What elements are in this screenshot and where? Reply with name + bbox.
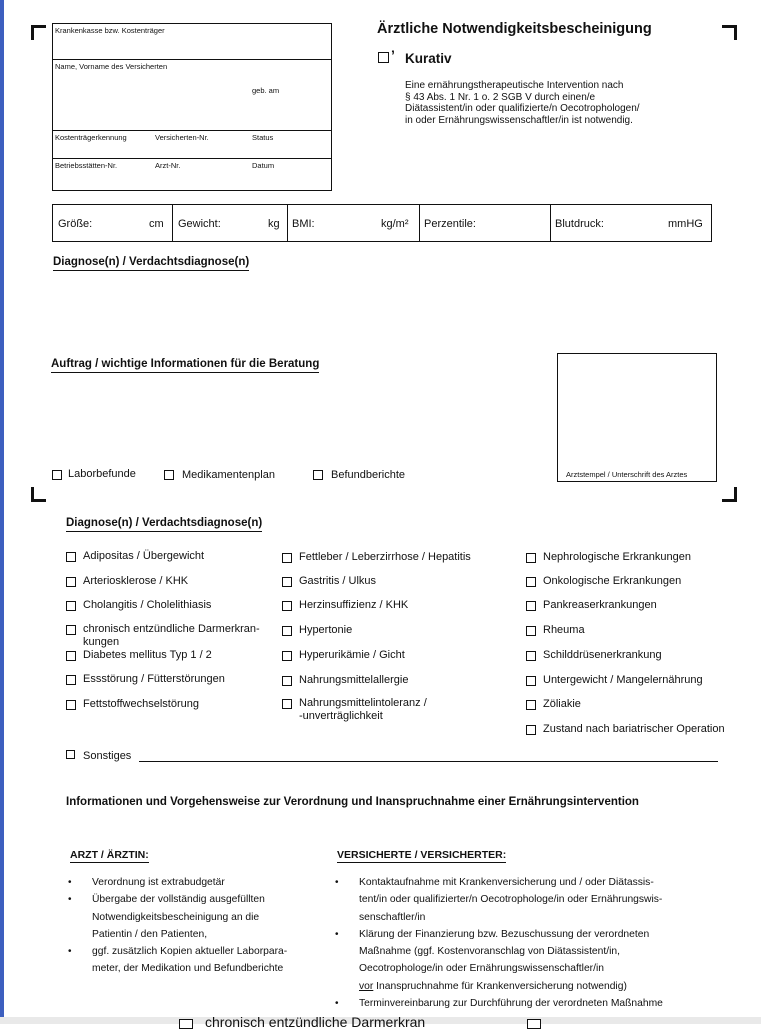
form-title: Ärztliche Notwendigkeitsbescheinigung	[377, 21, 652, 37]
diagnosis-label: Adipositas / Übergewicht	[83, 550, 205, 562]
diagnosis-checkbox[interactable]	[282, 676, 292, 686]
diagnosis-checkbox[interactable]	[526, 700, 536, 710]
diagnosis-checkbox[interactable]	[526, 626, 536, 636]
next-page-checkbox	[179, 1019, 193, 1029]
diagnosis-label: Schilddrüsenerkrankung	[543, 649, 662, 661]
groesse-label: Größe:	[58, 218, 93, 230]
medikamentenplan-label: Medikamentenplan	[182, 469, 275, 481]
gewicht-label: Gewicht:	[178, 218, 221, 230]
bmi-label: BMI:	[292, 218, 315, 230]
diagnosis-label: Nahrungsmittelallergie	[299, 674, 409, 686]
medikamentenplan-checkbox[interactable]	[164, 470, 174, 480]
diagnose-list-heading: Diagnose(n) / Verdachtsdiagnose(n)	[66, 517, 262, 532]
diagnosis-checkbox[interactable]	[526, 601, 536, 611]
versicherte-heading: VERSICHERTE / VERSICHERTER:	[337, 849, 507, 861]
diagnosis-checkbox[interactable]	[66, 675, 76, 685]
gewicht-unit: kg	[268, 218, 280, 230]
versicherten-nr-label: Versicherten-Nr.	[155, 133, 209, 142]
next-page-checkbox	[527, 1019, 541, 1029]
diagnosis-label: Hyperurikämie / Gicht	[299, 649, 405, 661]
diagnose-heading: Diagnose(n) / Verdachtsdiagnose(n)	[53, 256, 249, 271]
info-heading: Informationen und Vorgehensweise zur Verordnung und Inanspruchnahme einer Ernährungsintervention	[66, 796, 639, 808]
betriebsstaetten-nr-label: Betriebsstätten-Nr.	[55, 161, 118, 170]
diagnosis-checkbox[interactable]	[282, 553, 292, 563]
list-item: • Terminvereinbarung zur Durchführung der verordneten Maßnahme	[333, 995, 733, 1012]
blutdruck-unit: mmHG	[668, 218, 703, 230]
arzt-nr-label: Arzt-Nr.	[155, 161, 181, 170]
diagnosis-label: Cholangitis / Cholelithiasis	[83, 599, 212, 611]
diagnosis-checkbox[interactable]	[526, 553, 536, 563]
name-label: Name, Vorname des Versicherten	[55, 62, 168, 71]
diagnosis-checkbox[interactable]	[66, 700, 76, 710]
status-label: Status	[252, 133, 274, 142]
diagnosis-checkbox[interactable]	[66, 651, 76, 661]
befundberichte-label: Befundberichte	[331, 469, 405, 481]
diagnosis-label: Fettleber / Leberzirrhose / Hepatitis	[299, 551, 471, 563]
crop-mark-bottom-right	[722, 487, 737, 502]
diagnosis-checkbox[interactable]	[526, 651, 536, 661]
diagnosis-checkbox[interactable]	[282, 577, 292, 587]
diagnosis-label: Nahrungsmittelintoleranz / -unverträglichkeit	[299, 697, 427, 722]
perzentile-label: Perzentile:	[424, 218, 476, 230]
diagnosis-label: Onkologische Erkrankungen	[543, 575, 682, 587]
kostentraegerkennung-label: Kostenträgerkennung	[55, 133, 127, 142]
diagnosis-checkbox[interactable]	[526, 725, 536, 735]
crop-mark-top-right	[722, 25, 737, 40]
diagnosis-label: Zustand nach bariatrischer Operation	[543, 723, 725, 735]
sonstiges-checkbox[interactable]	[66, 750, 75, 759]
geb-label: geb. am	[252, 86, 280, 95]
crop-mark-bottom-left	[31, 487, 46, 502]
diagnosis-label: Herzinsuffizienz / KHK	[299, 599, 409, 611]
list-item: • Klärung der Finanzierung bzw. Bezuschussung der verordneten Maßnahme (ggf. Kostenvoranschlag von Diätassistent/in, Oecotrophologe/in oder Ernährungswissenschaftler/in vor Inanspruchnahme für Krankenversicherung notwendig)	[333, 926, 733, 995]
list-item: • Verordnung ist extrabudgetär	[66, 874, 331, 891]
diagnosis-checkbox[interactable]	[66, 625, 76, 635]
groesse-unit: cm	[149, 218, 164, 230]
diagnosis-label: chronisch entzündliche Darmerkran- kungen	[83, 623, 260, 648]
kurativ-description: Eine ernährungstherapeutische Intervention nach § 43 Abs. 1 Nr. 1 o. 2 SGB V durch einen/e Diätassistent/in oder qualifizierte/n Oecotrophologen/ in oder Ernährungswissenschaftler/in ist notwendig.	[405, 80, 640, 126]
stamp-label: Arztstempel / Unterschrift des Arztes	[566, 470, 688, 479]
auftrag-heading: Auftrag / wichtige Informationen für die Beratung	[51, 358, 319, 373]
diagnosis-label: Nephrologische Erkrankungen	[543, 551, 691, 563]
diagnosis-checkbox[interactable]	[282, 699, 292, 709]
kurativ-label: Kurativ	[405, 51, 452, 66]
blutdruck-label: Blutdruck:	[555, 218, 604, 230]
diagnosis-label: Pankreaserkrankungen	[543, 599, 657, 611]
bmi-unit: kg/m²	[381, 218, 409, 230]
datum-label: Datum	[252, 161, 275, 170]
window-edge	[0, 0, 4, 1024]
diagnosis-checkbox[interactable]	[526, 577, 536, 587]
diagnosis-label: Arteriosklerose / KHK	[83, 575, 189, 587]
diagnosis-label: Untergewicht / Mangelernährung	[543, 674, 703, 686]
list-item: • ggf. zusätzlich Kopien aktueller Laborpara- meter, der Medikation und Befundberichte	[66, 943, 331, 978]
diagnosis-checkbox[interactable]	[282, 651, 292, 661]
stamp-box	[557, 353, 717, 482]
list-item: • Kontaktaufnahme mit Krankenversicherung und / oder Diätassis- tent/in oder qualifizierter/n Oecotrophologe/in oder Ernährungswis- senschaftler/in	[333, 874, 733, 926]
diagnosis-label: Zöliakie	[543, 698, 581, 710]
laborbefunde-label: Laborbefunde	[68, 468, 136, 480]
arzt-heading: ARZT / ÄRZTIN:	[70, 849, 149, 861]
diagnosis-checkbox[interactable]	[282, 626, 292, 636]
diagnosis-label: Fettstoffwechselstörung	[83, 698, 199, 710]
diagnosis-checkbox[interactable]	[66, 552, 76, 562]
sonstiges-line[interactable]	[139, 761, 718, 762]
befundberichte-checkbox[interactable]	[313, 470, 323, 480]
kurativ-checkbox[interactable]	[378, 52, 389, 63]
kurativ-mark: ’	[391, 47, 395, 63]
krankenkasse-label: Krankenkasse bzw. Kostenträger	[55, 26, 165, 35]
arzt-list	[66, 874, 331, 978]
versicherte-list	[333, 874, 733, 1012]
sonstiges-label: Sonstiges	[83, 750, 132, 762]
next-page-text: chronisch entzündliche Darmerkran	[205, 1014, 426, 1030]
diagnosis-checkbox[interactable]	[526, 676, 536, 686]
diagnosis-checkbox[interactable]	[66, 601, 76, 611]
diagnosis-checkbox[interactable]	[66, 577, 76, 587]
diagnosis-checkbox[interactable]	[282, 601, 292, 611]
diagnosis-label: Gastritis / Ulkus	[299, 575, 377, 587]
diagnosis-label: Hypertonie	[299, 624, 353, 636]
crop-mark-top-left	[31, 25, 46, 40]
diagnosis-label: Rheuma	[543, 624, 585, 636]
diagnosis-label: Essstörung / Fütterstörungen	[83, 673, 225, 685]
laborbefunde-checkbox[interactable]	[52, 470, 62, 480]
diagnosis-label: Diabetes mellitus Typ 1 / 2	[83, 649, 212, 661]
list-item: • Übergabe der vollständig ausgefüllten Notwendigkeitsbescheinigung an die Patientin / den Patienten,	[66, 891, 331, 943]
